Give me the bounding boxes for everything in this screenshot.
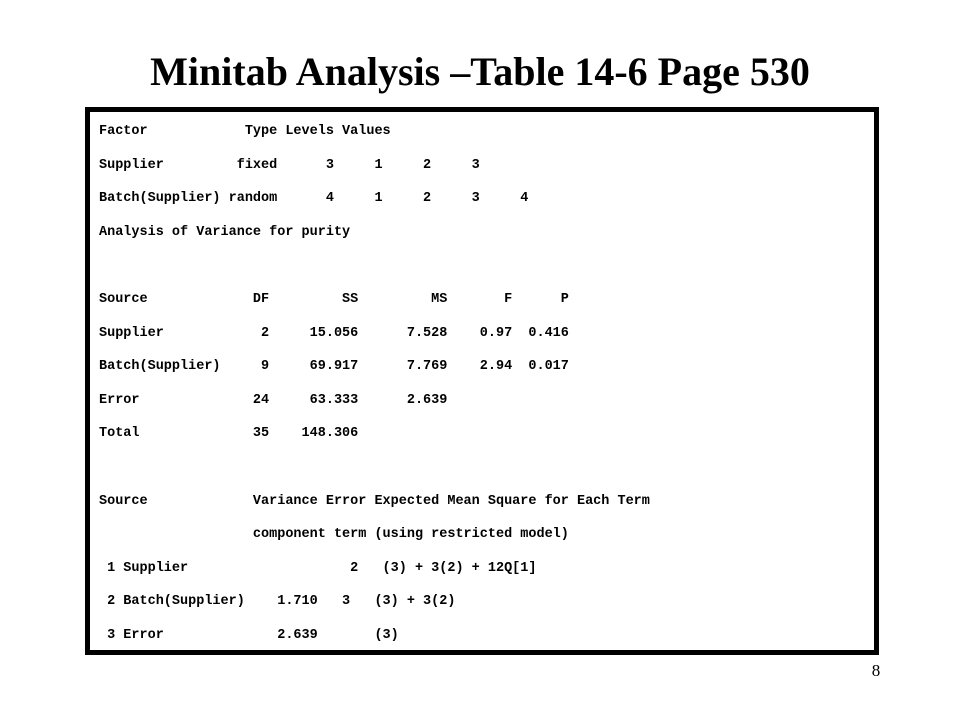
minitab-output-box: [85, 107, 879, 655]
page-number: 8: [871, 661, 881, 680]
anova-supplier-row: Supplier 2 15.056 7.528 0.97 0.416: [99, 325, 569, 341]
ems-header-line: Source Variance Error Expected Mean Square for Each Term: [99, 493, 650, 509]
slide-title: Minitab Analysis –Table 14-6 Page 530: [150, 49, 810, 94]
ems-error-row: 3 Error 2.639 (3): [99, 627, 399, 643]
anova-header-line: Source DF SS MS F P: [99, 291, 569, 307]
anova-error-row: Error 24 63.333 2.639: [99, 392, 448, 408]
ems-supplier-row: 1 Supplier 2 (3) + 3(2) + 12Q[1]: [99, 560, 537, 576]
factor-batch-line: Batch(Supplier) random 4 1 2 3 4: [99, 191, 529, 207]
anova-heading-line: Analysis of Variance for purity: [99, 224, 351, 240]
ems-batch-row: 2 Batch(Supplier) 1.710 3 (3) + 3(2): [99, 594, 456, 610]
factor-supplier-line: Supplier fixed 3 1 2 3: [99, 157, 480, 173]
ems-subheader-line: component term (using restricted model): [99, 527, 569, 543]
anova-total-row: Total 35 148.306: [99, 426, 359, 442]
blank-line: [99, 458, 650, 492]
factor-header-line: Factor Type Levels Values: [99, 124, 391, 139]
anova-batch-row: Batch(Supplier) 9 69.917 7.769 2.94 0.017: [99, 359, 569, 375]
minitab-output-text: [99, 122, 650, 660]
blank-line: [99, 256, 650, 290]
